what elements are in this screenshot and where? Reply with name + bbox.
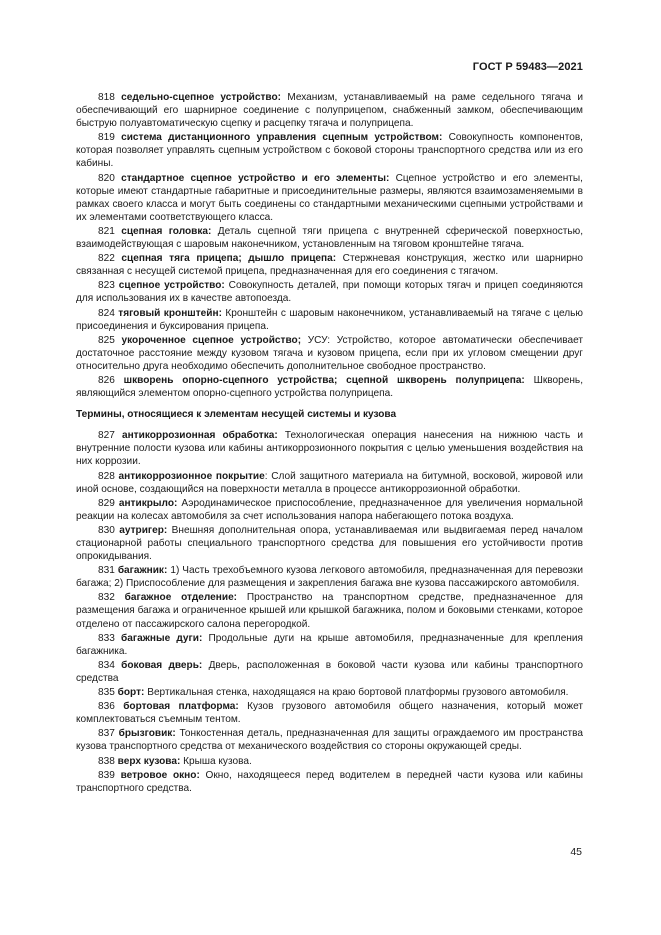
term-number: 832 <box>98 592 115 604</box>
term-entry <box>76 700 583 726</box>
term-name: верх кузова: <box>117 755 181 767</box>
term-number: 835 <box>98 687 115 699</box>
term-number: 822 <box>98 253 115 265</box>
term-name: антикоррозионная обработка: <box>121 430 278 442</box>
term-number: 837 <box>98 728 115 740</box>
term-name: антикрыло: <box>118 497 178 509</box>
term-entry <box>76 374 583 400</box>
term-number: 838 <box>98 755 115 767</box>
term-definition: Окно, находящееся перед водителем в передней части кузова или кабины транспортного средства. <box>76 769 583 794</box>
term-number: 834 <box>98 659 115 671</box>
term-entry <box>76 429 583 468</box>
term-entry <box>76 591 583 630</box>
term-number: 829 <box>98 497 115 509</box>
term-entry <box>76 334 583 373</box>
term-name: боковая дверь: <box>121 659 203 671</box>
term-definition: Кузов грузового автомобиля общего назначения, который может комплектоваться съемным тентом. <box>76 701 583 726</box>
term-number: 826 <box>98 374 115 386</box>
term-entry <box>76 307 583 333</box>
section-title: Термины, относящиеся к элементам несущей системы и кузова <box>76 409 397 421</box>
term-definition: Шкворень, являющийся элементом опорно-сцепного устройства полуприцепа. <box>76 374 583 400</box>
term-name: стандартное сцепное устройство и его элементы: <box>121 172 390 184</box>
term-definition: Тонкостенная деталь, предназначенная для защиты ограждаемого им пространства кузова транспортного средства от механического воздействия со стороны окружающей среды. <box>76 728 583 753</box>
term-number: 827 <box>98 430 115 442</box>
term-definition: : Слой защитного материала на битумной, восковой, жировой или иной основе, создающийся на поверхности металла в процессе антикоррозионной обработки. <box>76 470 583 495</box>
term-entry <box>76 225 583 251</box>
page-number: 45 <box>570 846 582 858</box>
term-definition: Механизм, устанавливаемый на раме седельного тягача и обеспечивающий его шарнирное соединение с полуприцепом, снабженный замком, обеспечивающим быструю полуавтоматическую сцепку и расцепку тягача и полуприцепа. <box>76 92 583 130</box>
term-entry <box>76 564 583 590</box>
term-name: укороченное сцепное устройство; <box>121 334 302 346</box>
term-name: брызговик: <box>118 728 176 740</box>
term-definition: 1) Часть трехобъемного кузова легкового автомобиля, предназначенная для перевозки багажа; 2) Приспособление для размещения и закрепления багажа вне кузова пассажирского автомобиля. <box>76 565 583 590</box>
term-name: сцепная тяга прицепа; дышло прицепа: <box>121 253 337 265</box>
term-name: система дистанционного управления сцепным устройством: <box>121 132 443 144</box>
term-number: 820 <box>98 172 115 184</box>
term-name: сцепная головка: <box>121 225 212 237</box>
term-number: 831 <box>98 565 115 577</box>
term-entry <box>76 632 583 658</box>
term-definition: Кронштейн с шаровым наконечником, устанавливаемый на тягаче с целью присоединения и буксирования прицепа. <box>76 307 583 332</box>
term-name: бортовая платформа: <box>123 701 239 713</box>
term-number: 828 <box>98 470 115 482</box>
term-name: седельно-сцепное устройство: <box>121 92 281 103</box>
term-entry <box>76 172 583 224</box>
term-name: багажник: <box>117 565 168 577</box>
term-name: шкворень опорно-сцепного устройства; сцепной шкворень полуприцепа: <box>123 374 525 386</box>
term-number: 818 <box>98 92 115 103</box>
term-entry <box>76 279 583 305</box>
term-entry <box>76 131 583 170</box>
term-entry <box>76 470 583 496</box>
term-definition: Совокупность деталей, при помощи которых тягач и прицеп соединяются для использования их в качестве автопоезда. <box>76 280 583 305</box>
term-name: багажные дуги: <box>121 632 203 644</box>
page-content <box>76 91 583 796</box>
term-entry <box>76 497 583 523</box>
terms-group-body <box>76 429 583 795</box>
term-definition: Внешняя дополнительная опора, устанавливаемая или выдвигаемая перед началом стационарной работы специального транспортного средства для повышения его устойчивости против опрокидывания. <box>76 524 583 563</box>
term-definition: Технологическая операция нанесения на нижнюю часть и внутренние полости кузова или кабины антикоррозионного покрытия с целью уменьшения воздействия на них коррозии. <box>76 430 583 468</box>
term-number: 833 <box>98 632 115 644</box>
term-definition: УСУ: Устройство, которое автоматически обеспечивает достаточное расстояние между кузовом тягача и кузовом прицепа, если при их угловом смещении друг относительно друга необходимо обеспечить дополнительное свободное пространство. <box>76 334 583 372</box>
term-number: 823 <box>98 280 115 292</box>
term-definition: Стержневая конструкция, жестко или шарнирно связанная с несущей системой прицепа, предназначенная для его соединения с тягачом. <box>76 253 583 278</box>
term-definition: Аэродинамическое приспособление, предназначенное для увеличения нормальной реакции на колесах автомобиля за счет использования напора набегающего потока воздуха. <box>76 497 583 522</box>
term-entry <box>76 686 583 699</box>
term-entry <box>76 91 583 130</box>
term-number: 836 <box>98 701 115 713</box>
term-name: ветровое окно: <box>120 769 200 781</box>
term-number: 821 <box>98 225 115 237</box>
term-definition: Вертикальная стенка, находящаяся на краю бортовой платформы грузового автомобиля. <box>144 687 569 699</box>
term-definition: Пространство на транспортном средстве, предназначенное для размещения багажа и ограниченное крышей или крышкой багажника, полом и боковыми стенками, которое отделено от пассажирского салона перегородкой. <box>76 592 583 630</box>
term-entry <box>76 769 583 795</box>
term-definition: Крыша кузова. <box>180 755 252 767</box>
term-definition: Сцепное устройство и его элементы, которые имеют стандартные габаритные и присоединительные размеры, являются взаимозаменяемыми в рамках своего класса и могут быть соединены со стандартными механическими сцепными устройствами и их элементами соответствующего класса. <box>76 172 583 223</box>
term-name: тяговый кронштейн: <box>118 307 222 319</box>
term-number: 819 <box>98 132 115 144</box>
term-definition: Продольные дуги на крыше автомобиля, предназначенные для крепления багажника. <box>76 632 583 657</box>
term-number: 825 <box>98 334 115 346</box>
term-entry <box>76 755 583 768</box>
term-definition: Дверь, расположенная в боковой части кузова или кабины транспортного средства <box>76 659 583 684</box>
term-number: 830 <box>98 524 115 536</box>
term-name: багажное отделение: <box>124 592 238 604</box>
document-code: ГОСТ Р 59483—2021 <box>472 61 583 73</box>
term-name: сцепное устройство: <box>118 280 225 292</box>
term-entry <box>76 524 583 563</box>
term-entry <box>76 727 583 753</box>
term-definition: Деталь сцепной тяги прицепа с внутренней сферической поверхностью, взаимодействующая с шаровым наконечником, установленным на тяговом кронштейне тягача. <box>76 225 583 251</box>
term-entry <box>76 659 583 685</box>
term-definition: Совокупность компонентов, которая позволяет управлять сцепным устройством с боковой стороны транспортного средства или из его кабины. <box>76 132 583 170</box>
term-entry <box>76 252 583 278</box>
terms-group-coupling <box>76 91 583 400</box>
term-name: аутригер: <box>119 524 168 536</box>
term-number: 839 <box>98 769 115 781</box>
term-name: антикоррозионное покрытие <box>118 470 265 482</box>
term-name: борт: <box>117 687 145 699</box>
term-number: 824 <box>98 307 115 319</box>
